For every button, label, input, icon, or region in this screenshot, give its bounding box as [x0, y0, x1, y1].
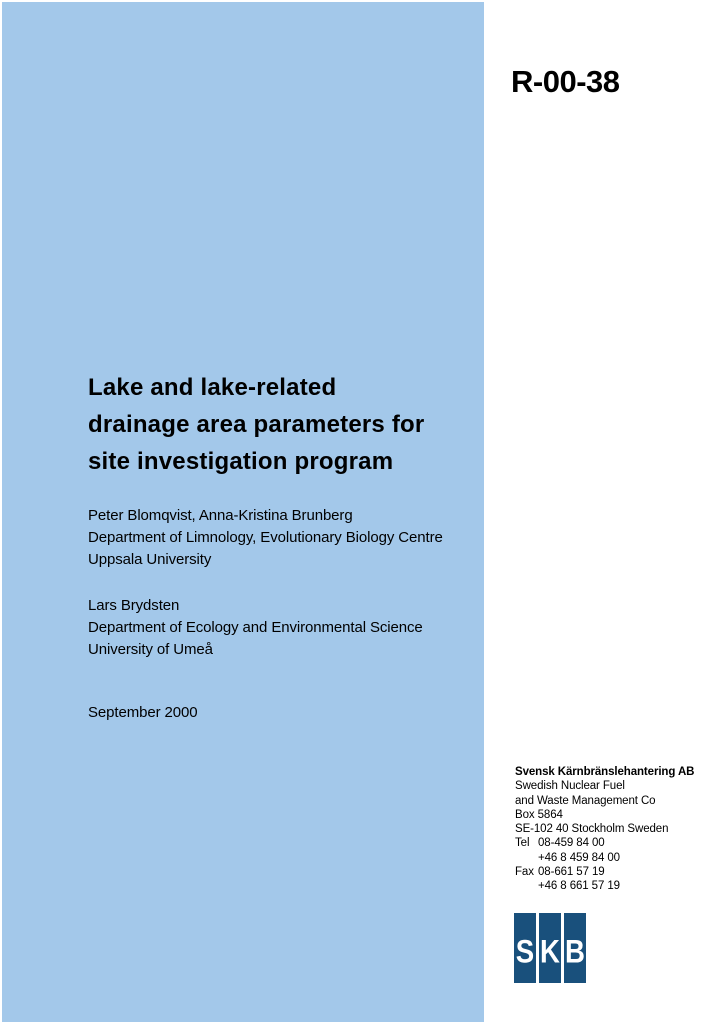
authors-block: [88, 505, 443, 661]
skb-logo-bar-1: [514, 913, 536, 983]
author-1-university: Uppsala University: [88, 551, 212, 568]
fax-label: Fax: [515, 866, 534, 879]
skb-logo-bar-2: [539, 913, 561, 983]
contact-row-tel: [515, 836, 715, 850]
publisher-block: [515, 765, 715, 894]
skb-logo-letter-b: B: [565, 934, 585, 971]
tel-number: 08-459 84 00: [538, 837, 605, 850]
skb-logo-letter-s: S: [515, 934, 535, 971]
report-title-line-1: Lake and lake-related: [88, 374, 337, 401]
author-2-name: Lars Brydsten: [88, 597, 180, 614]
contact-row-tel-intl: [515, 851, 715, 865]
contact-row-fax-intl: [515, 879, 715, 893]
author-2-university: University of Umeå: [88, 641, 213, 658]
publisher-name: Svensk Kärnbränslehantering AB: [515, 766, 695, 778]
fax-intl-label: [515, 879, 538, 893]
tel-label: Tel: [515, 837, 530, 850]
report-number: R-00-38: [511, 64, 620, 99]
publication-date: September 2000: [88, 704, 198, 721]
publisher-address-line-1: Swedish Nuclear Fuel: [515, 780, 625, 793]
author-1-department: Department of Limnology, Evolutionary Biology Centre: [88, 529, 443, 546]
publisher-address-line-4: SE-102 40 Stockholm Sweden: [515, 823, 669, 836]
fax-number: 08-661 57 19: [538, 866, 605, 879]
report-title: [88, 369, 424, 480]
contact-row-fax: [515, 865, 715, 879]
skb-logo: [514, 913, 586, 983]
publisher-address-line-2: and Waste Management Co: [515, 794, 656, 807]
report-title-line-3: site investigation program: [88, 448, 394, 475]
tel-intl-number: +46 8 459 84 00: [538, 851, 620, 864]
skb-logo-bar-3: [564, 913, 586, 983]
report-title-line-2: drainage area parameters for: [88, 411, 425, 438]
author-2-department: Department of Ecology and Environmental Science: [88, 619, 423, 636]
publisher-address-line-3: Box 5864: [515, 808, 563, 821]
tel-intl-label: [515, 851, 538, 865]
skb-logo-letter-k: K: [540, 934, 560, 971]
fax-intl-number: +46 8 661 57 19: [538, 880, 620, 893]
author-group-1: [88, 505, 443, 571]
author-1-name: Peter Blomqvist, Anna-Kristina Brunberg: [88, 507, 353, 524]
author-group-2: [88, 595, 443, 661]
